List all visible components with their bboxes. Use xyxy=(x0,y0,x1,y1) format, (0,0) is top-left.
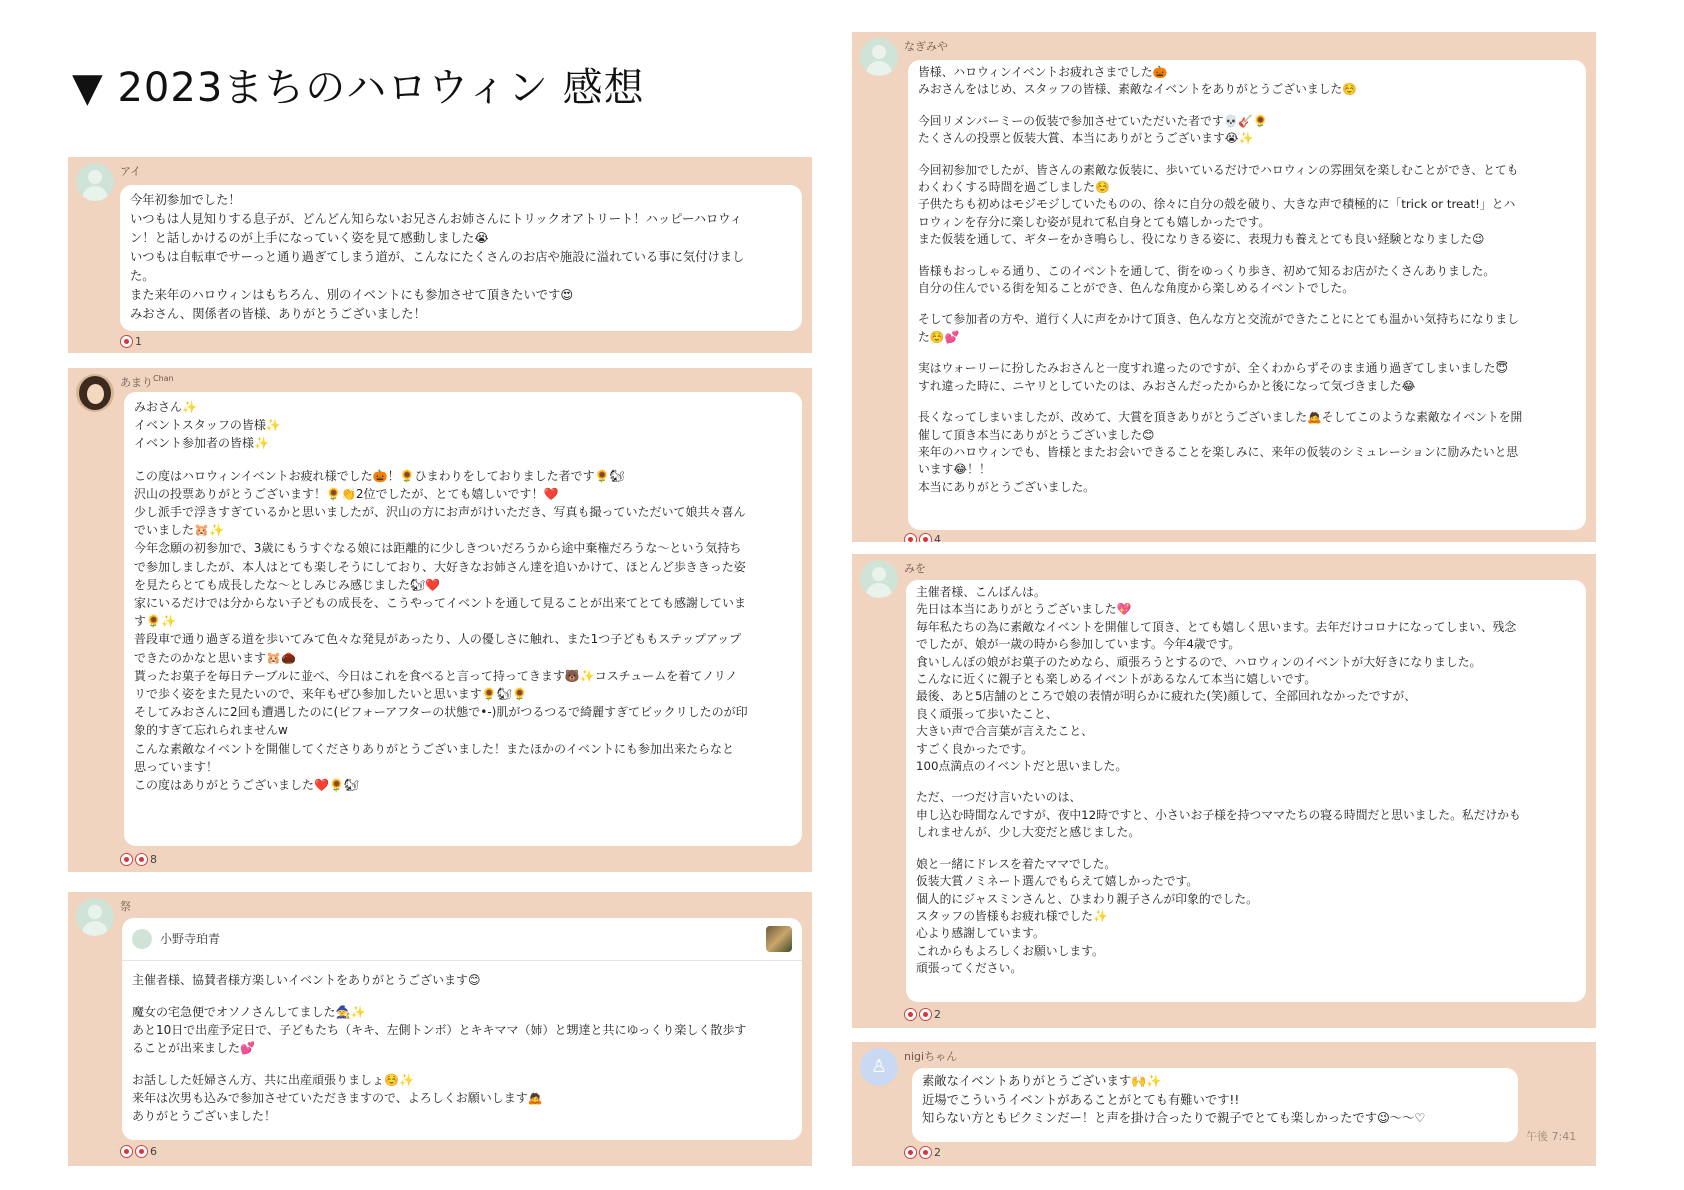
message-bubble[interactable] xyxy=(908,60,1586,530)
message-line: わくわくする時間を過ごしました☺️ xyxy=(918,180,1110,195)
smile-reaction-icon xyxy=(135,853,148,866)
message-line: これからもよろしくお願いします。 xyxy=(916,943,1104,958)
message-line: ありがとうございました！ xyxy=(132,1109,277,1123)
sender-name: みを xyxy=(904,562,926,575)
message-line: 子供たちも初めはモジモジしていたものの、徐々に自分の殻を破り、大きな声で積極的に「trick or treat!」とハ xyxy=(918,197,1516,212)
reaction-count: 8 xyxy=(150,853,157,866)
message-line: そしてみおさんに2回も遭遇したのに(ビフォーアフターの状態で•-)肌がつるつるで綺麗すぎてビックリしたのが印 xyxy=(134,705,748,720)
message-line: 魔女の宅急便でオソノさんしてました🧙✨ xyxy=(132,1005,366,1019)
reaction-badge[interactable] xyxy=(120,853,157,866)
message-line: 近場でこういうイベントがあることがとても有難いです!! xyxy=(922,1092,1240,1107)
message-line: 長くなってしまいましたが、改めて、大賞を頂きありがとうございました🙇そしてこのような素敵なイベントを開 xyxy=(918,410,1523,425)
message-line: イベントスタッフの皆様✨ xyxy=(134,418,281,433)
heart-reaction-icon xyxy=(120,853,133,866)
message-line: 催して頂き本当にありがとうございました😊 xyxy=(918,427,1155,442)
message-bubble[interactable] xyxy=(912,1068,1518,1142)
message-line: 沢山の投票ありがとうございます！🌻👏2位でしたが、とても嬉しいです！❤️ xyxy=(134,486,559,501)
message-line: 先日は本当にありがとうございました💖 xyxy=(916,602,1132,617)
message-line: また来年のハロウィンはもちろん、別のイベントにも参加させて頂きたいです😍 xyxy=(130,288,574,302)
reaction-badge[interactable] xyxy=(120,1145,157,1158)
message-line: 今回初参加でしたが、皆さんの素敵な仮装に、歩いているだけでハロウィンの雰囲気を楽しむことができ、とても xyxy=(918,162,1519,177)
message-line: いつもは自転車でサーっと通り過ぎてしまう道が、こんなにたくさんのお店や施設に溢れている事に気付けまし xyxy=(130,250,745,264)
message-line: また仮装を通して、ギターをかき鳴らし、役になりきる姿に、表現力も養えとても良い経験となりました😉 xyxy=(918,232,1485,247)
avatar[interactable] xyxy=(76,163,114,201)
reaction-badge[interactable] xyxy=(904,533,941,542)
message-line: 本当にありがとうございました。 xyxy=(918,479,1095,494)
message-line: ただ、一つだけ言いたいのは、 xyxy=(916,790,1082,805)
heart-reaction-icon xyxy=(120,335,133,348)
user-icon: ♙ xyxy=(870,1056,888,1077)
message-line: 心より感謝しています。 xyxy=(916,926,1045,941)
avatar[interactable] xyxy=(76,898,114,936)
message-line: すれ違った時に、ニヤリとしていたのは、みおさんだったからかと後になって気づきました😂 xyxy=(918,378,1416,393)
sender-name-text: あまり xyxy=(120,376,153,389)
reaction-badge[interactable] xyxy=(904,1146,941,1159)
quoted-avatar xyxy=(132,929,152,949)
message-bubble[interactable] xyxy=(120,185,802,331)
message-line: す🌻✨ xyxy=(134,614,176,629)
message-bubble[interactable] xyxy=(122,918,802,1140)
message-panel-nigi xyxy=(852,1042,1596,1166)
sender-name xyxy=(120,374,174,390)
page-title: ▼ 2023まちのハロウィン 感想 xyxy=(72,65,645,111)
timestamp: 午後 7:41 xyxy=(1526,1130,1577,1143)
message-panel-ai xyxy=(68,157,812,353)
message-line: 娘と一緒にドレスを着たママでした。 xyxy=(916,856,1117,871)
smile-reaction-icon xyxy=(904,1008,917,1021)
message-line: 仮装大賞ノミネート選んでもらえて嬉しかったです。 xyxy=(916,874,1199,889)
quoted-post-header[interactable] xyxy=(122,918,802,961)
message-line: 今回リメンバーミーの仮装で参加させていただいた者です💀🎸🌻 xyxy=(918,113,1268,128)
message-line: 来年のハロウィンでも、皆様とまたお会いできることを楽しみに、来年の仮装のシミュレーションに励みたいと思 xyxy=(918,444,1519,459)
message-line: 頑張ってください。 xyxy=(916,961,1023,976)
smile-reaction-icon xyxy=(135,1145,148,1158)
message-line: 来年は次男も込みで参加させていただきますので、よろしくお願いします🙇 xyxy=(132,1091,543,1105)
message-line: しれませんが、少し大変だと感じました。 xyxy=(916,825,1141,840)
reaction-count: 1 xyxy=(135,335,142,348)
message-line: を見たらとても成長したな〜としみじみ感じました🐿❤️ xyxy=(134,577,441,592)
photo-thumbnail[interactable] xyxy=(766,926,792,952)
reaction-count: 4 xyxy=(934,533,941,542)
sender-name-suffix: Chan xyxy=(153,374,174,383)
message-line: 少し派手で浮きすぎているかと思いましたが、沢山の方にお声がけいただき、写真も撮っていただいて娘共々喜ん xyxy=(134,505,746,520)
message-panel-nagimiya xyxy=(852,32,1596,542)
message-line: 自分の住んでいる街を知ることができ、色んな角度から楽しめるイベントでした。 xyxy=(918,281,1355,296)
message-panel-amari xyxy=(68,368,812,872)
message-line: 主催者様、協賛者様方楽しいイベントをありがとうございます😊 xyxy=(132,973,481,987)
message-line: 良く頑張って歩いたこと、 xyxy=(916,706,1058,721)
message-line: お話しした妊婦さん方、共に出産頑張りましょ☺️✨ xyxy=(132,1073,414,1087)
message-line: そして参加者の方や、道行く人に声をかけて頂き、色んな方と交流ができたことにとても温かい気持ちになりまし xyxy=(918,312,1519,327)
message-line: 最後、あと5店舗のところで娘の表情が明らかに疲れた(笑)顔して、全部回れなかったですが、 xyxy=(916,689,1417,704)
message-line: 知らない方ともピクミンだー！と声を掛け合ったりで親子でとても楽しかったです😉〜〜♡ xyxy=(922,1111,1426,1125)
message-line: 貰ったお菓子を毎日テーブルに並べ、今日はこれを食べると言って持ってきます🐻✨コスチュームを着てノリノ xyxy=(134,668,738,683)
message-bubble[interactable] xyxy=(906,580,1586,1002)
sender-name: なぎみや xyxy=(904,40,948,53)
message-line: 素敵なイベントありがとうございます🙌✨ xyxy=(922,1074,1162,1088)
message-line: 大きい声で合言葉が言えたこと、 xyxy=(916,724,1093,739)
message-line: すごく良かったです。 xyxy=(916,741,1034,756)
avatar[interactable] xyxy=(860,1048,898,1086)
reaction-count: 2 xyxy=(934,1146,941,1159)
message-panel-matsuri xyxy=(68,892,812,1166)
message-line: ン！と話しかけるのが上手になっていく姿を見て感動しました😭 xyxy=(130,231,489,245)
message-line: 100点満点のイベントだと思いました。 xyxy=(916,759,1128,774)
message-line: でいました🐹✨ xyxy=(134,523,224,538)
quoted-name: 小野寺珀青 xyxy=(160,932,221,946)
message-line: 申し込む時間なんですが、夜中12時ですと、小さいお子様を持つママたちの寝る時間だと思いました。私だけかも xyxy=(916,807,1521,822)
message-line: ることが出来ました💕 xyxy=(132,1041,255,1055)
message-line: います😂！！ xyxy=(918,462,991,477)
message-line: あと10日で出産予定日で、子どもたち（キキ、左側トンボ）とキキママ（姉）と甥達と共にゆっくり楽しく散歩す xyxy=(132,1023,747,1037)
message-line: みおさん✨ xyxy=(134,400,197,414)
message-line: イベント参加者の皆様✨ xyxy=(134,436,269,451)
reaction-badge[interactable] xyxy=(904,1008,941,1021)
message-panel-mio xyxy=(852,554,1596,1028)
message-line: 毎年私たちの為に素敵なイベントを開催して頂き、とても嬉しく思います。去年だけコロナになってしまい、残念 xyxy=(916,619,1517,634)
message-line: た☺️💕 xyxy=(918,329,960,344)
message-line: 主催者様、こんばんは。 xyxy=(916,585,1046,599)
smile-reaction-icon xyxy=(904,1146,917,1159)
message-line: 普段車で通り過ぎる道を歩いてみて色々な発見があったり、人の優しさに触れ、また1つ子どももステップアップ xyxy=(134,632,742,647)
message-line: リで歩く姿をまた見たいので、来年もぜひ参加したいと思います🌻🐿🌻 xyxy=(134,687,527,702)
message-line: 家にいるだけでは分からない子どもの成長を、こうやってイベントを通して見ることが出来てとても感謝していま xyxy=(134,596,747,611)
message-line: たくさんの投票と仮装大賞、本当にありがとうございます😭✨ xyxy=(918,131,1254,146)
message-line: 今年念願の初参加で、3歳にもうすぐなる娘には距離的に少しきついだろうから途中棄権だろうな〜という気持ち xyxy=(134,541,742,556)
reaction-count: 6 xyxy=(150,1145,157,1158)
message-line: 思っています！ xyxy=(134,759,219,774)
sender-name: nigiちゃん xyxy=(904,1050,958,1063)
message-line: できたのかなと思います🐹🌰 xyxy=(134,650,296,665)
message-line: 象的すぎて忘れられませんw xyxy=(134,723,288,738)
message-line: ロウィンを存分に楽しむ姿が見れて私自身とても嬉しかったです。 xyxy=(918,214,1271,229)
message-line: みおさんをはじめ、スタッフの皆様、素敵なイベントをありがとうございました☺️ xyxy=(918,82,1357,97)
message-line: この度はありがとうございました❤️🌻🐿 xyxy=(134,778,360,793)
message-line: でしたが、娘が一歳の時から参加しています。今年4歳です。 xyxy=(916,637,1241,652)
message-line: で参加しましたが、本人はとても楽しそうにしており、大好きなお姉さん達を追いかけて、ほとんど歩ききった姿 xyxy=(134,559,746,574)
reaction-count: 2 xyxy=(934,1008,941,1021)
smile-reaction-icon xyxy=(919,533,932,542)
message-line: 個人的にジャスミンさんと、ひまわり親子さんが印象的でした。 xyxy=(916,891,1258,906)
message-line: みおさん、関係者の皆様、ありがとうございました！ xyxy=(130,307,426,321)
message-line: いつもは人見知りする息子が、どんどん知らないお兄さんお姉さんにトリックオアトリート！ハッピーハロウィ xyxy=(130,212,743,226)
message-line: 皆様もおっしゃる通り、このイベントを通して、街をゆっくり歩き、初めて知るお店がたくさんありました。 xyxy=(918,263,1496,278)
message-line: た。 xyxy=(130,269,155,283)
avatar[interactable] xyxy=(860,38,898,76)
heart-reaction-icon xyxy=(904,533,917,542)
message-line: 皆様、ハロウィンイベントお疲れさまでした🎃 xyxy=(918,65,1168,79)
heart-reaction-icon xyxy=(919,1146,932,1159)
heart-reaction-icon xyxy=(919,1008,932,1021)
message-line: この度はハロウィンイベントお疲れ様でした🎃！🌻ひまわりをしておりました者です🌻🐿 xyxy=(134,468,625,483)
avatar[interactable] xyxy=(76,374,114,412)
message-line: 食いしんぼの娘がお菓子のためなら、頑張ろうとするので、ハロウィンのイベントが大好きになりました。 xyxy=(916,654,1482,669)
sender-name: アイ xyxy=(120,165,142,178)
reaction-badge[interactable] xyxy=(120,335,142,348)
message-line: こんな素敵なイベントを開催してくださりありがとうございました！またほかのイベントにも参加出来たらなと xyxy=(134,741,735,756)
message-line: こんなに近くに親子とも楽しめるイベントがあるなんて本当に嬉しいです。 xyxy=(916,672,1317,687)
avatar[interactable] xyxy=(860,560,898,598)
message-bubble[interactable] xyxy=(124,392,802,846)
message-line: 今年初参加でした！ xyxy=(130,193,241,207)
heart-reaction-icon xyxy=(120,1145,133,1158)
message-line: スタッフの皆様もお疲れ様でした✨ xyxy=(916,908,1108,923)
sender-name: 祭 xyxy=(120,900,131,913)
message-line: 実はウォーリーに扮したみおさんと一度すれ違ったのですが、全くわからずそのまま通り過ぎてしまいました😇 xyxy=(918,361,1508,376)
